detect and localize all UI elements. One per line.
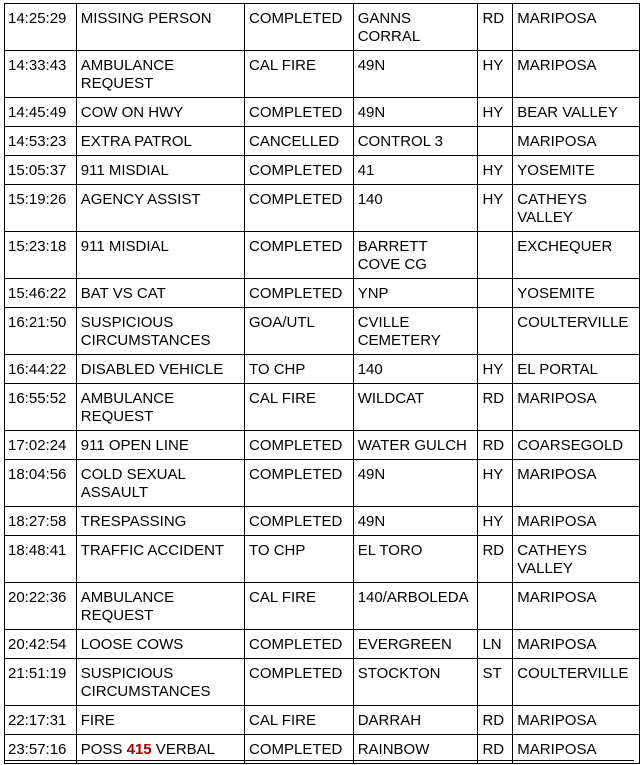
status-text: COMPLETED [249, 466, 343, 483]
street-suffix-cell [478, 51, 513, 98]
city-cell [513, 127, 640, 156]
time-cell [5, 536, 77, 583]
location-line: 41 [357, 162, 375, 179]
status-cell [245, 630, 354, 659]
type-line: FIRE [80, 712, 115, 729]
call-type-cell [76, 98, 244, 127]
suffix-text: RD [482, 712, 505, 729]
call-type-cell [76, 460, 244, 507]
call-log-table [4, 3, 640, 764]
type-line: ASSAULT [80, 484, 148, 501]
city-line: MARIPOSA [517, 390, 597, 407]
city-cell [513, 536, 640, 583]
time-cell [5, 706, 77, 735]
city-line: VALLEY [517, 209, 573, 226]
city-line: COULTERVILLE [517, 314, 629, 331]
city-cell [513, 232, 640, 279]
status-cell [245, 706, 354, 735]
status-cell [245, 536, 354, 583]
status-cell [245, 583, 354, 630]
street-suffix-cell [478, 98, 513, 127]
type-line: TRAFFIC ACCIDENT [80, 542, 225, 559]
city-cell [513, 659, 640, 706]
type-line: BAT VS CAT [80, 285, 166, 302]
call-type-cell [76, 279, 244, 308]
type-line: CIRCUMSTANCES [80, 683, 211, 700]
table-row [5, 630, 640, 659]
table-row [5, 536, 640, 583]
city-cell [513, 279, 640, 308]
table-row [5, 185, 640, 232]
suffix-text: HY [482, 513, 504, 530]
type-line: MISSING PERSON [80, 10, 212, 27]
status-text: CAL FIRE [249, 589, 316, 606]
city-cell [513, 4, 640, 51]
table-row [5, 232, 640, 279]
location-cell [353, 706, 478, 735]
time-text: 16:21:50 [8, 314, 67, 331]
street-suffix-cell [478, 384, 513, 431]
table-row [5, 431, 640, 460]
status-text: COMPLETED [249, 513, 343, 530]
status-text: COMPLETED [249, 10, 343, 27]
location-line: 49N [357, 104, 386, 121]
type-line: CIRCUMSTANCES [80, 332, 211, 349]
street-suffix-cell [478, 460, 513, 507]
time-cell [5, 308, 77, 355]
city-cell [513, 308, 640, 355]
call-type-cell [76, 4, 244, 51]
suffix-text: HY [482, 191, 504, 208]
call-type-cell [76, 706, 244, 735]
table-row [5, 507, 640, 536]
type-line: EXTRA PATROL [80, 133, 192, 150]
city-line: YOSEMITE [517, 162, 595, 179]
status-cell [245, 51, 354, 98]
time-cell [5, 583, 77, 630]
table-row [5, 4, 640, 51]
time-cell [5, 4, 77, 51]
suffix-text: RD [482, 542, 505, 559]
suffix-text: RD [482, 10, 505, 27]
time-text: 22:17:31 [8, 712, 67, 729]
table-row [5, 659, 640, 706]
status-cell [245, 384, 354, 431]
suffix-text: LN [482, 636, 502, 653]
type-line: REQUEST [80, 607, 154, 624]
location-line: 49N [357, 513, 386, 530]
table-row [5, 706, 640, 735]
city-line: MARIPOSA [517, 466, 597, 483]
location-cell [353, 507, 478, 536]
table-row [5, 51, 640, 98]
type-line: 911 OPEN LINE [80, 437, 189, 454]
suffix-text: HY [482, 361, 504, 378]
table-row [5, 460, 640, 507]
status-cell [245, 355, 354, 384]
location-cell [353, 583, 478, 630]
penal-code-highlight: 415 [126, 741, 152, 758]
city-line: CATHEYS [517, 191, 587, 208]
call-type-cell [76, 51, 244, 98]
time-text: 15:46:22 [8, 285, 67, 302]
type-line: 911 MISDIAL [80, 162, 169, 179]
location-cell [353, 279, 478, 308]
status-text: COMPLETED [249, 162, 343, 179]
type-line: LOOSE COWS [80, 636, 184, 653]
location-cell [353, 536, 478, 583]
city-cell [513, 156, 640, 185]
city-line: YOSEMITE [517, 285, 595, 302]
status-text: COMPLETED [249, 238, 343, 255]
city-cell [513, 706, 640, 735]
location-line: EL TORO [357, 542, 423, 559]
call-type-cell [76, 308, 244, 355]
table-row [5, 98, 640, 127]
city-cell [513, 51, 640, 98]
time-cell [5, 507, 77, 536]
street-suffix-cell [478, 583, 513, 630]
time-text: 17:02:24 [8, 437, 67, 454]
time-cell [5, 156, 77, 185]
time-cell [5, 460, 77, 507]
time-cell [5, 431, 77, 460]
location-line: EVERGREEN [357, 636, 452, 653]
time-cell [5, 384, 77, 431]
status-text: COMPLETED [249, 437, 343, 454]
status-text: CAL FIRE [249, 57, 316, 74]
city-line: MARIPOSA [517, 589, 597, 606]
time-text: 16:44:22 [8, 361, 67, 378]
status-cell [245, 185, 354, 232]
location-line: 49N [357, 57, 386, 74]
type-line: TRESPASSING [80, 513, 187, 530]
location-line: 140 [357, 191, 383, 208]
table-row [5, 355, 640, 384]
call-type-cell [76, 156, 244, 185]
city-line: BEAR VALLEY [517, 104, 618, 121]
call-type-cell [76, 536, 244, 583]
location-line: 140 [357, 361, 383, 378]
city-cell [513, 355, 640, 384]
status-cell [245, 98, 354, 127]
status-text: COMPLETED [249, 104, 343, 121]
location-line: CONTROL 3 [357, 133, 443, 150]
location-line: RAINBOW [357, 741, 430, 758]
type-line: AMBULANCE [80, 589, 175, 606]
call-type-cell [76, 232, 244, 279]
type-line: SUSPICIOUS [80, 665, 174, 682]
location-line: YNP [357, 285, 389, 302]
location-cell [353, 460, 478, 507]
call-type-cell [76, 507, 244, 536]
street-suffix-cell [478, 156, 513, 185]
status-text: CAL FIRE [249, 390, 316, 407]
street-suffix-cell [478, 308, 513, 355]
street-suffix-cell [478, 127, 513, 156]
time-text: 18:27:58 [8, 513, 67, 530]
time-cell [5, 127, 77, 156]
location-cell [353, 630, 478, 659]
location-line: COVE CG [357, 256, 427, 273]
status-cell [245, 431, 354, 460]
suffix-text: HY [482, 57, 504, 74]
status-cell [245, 127, 354, 156]
time-cell [5, 232, 77, 279]
location-line: DARRAH [357, 712, 422, 729]
city-line: COARSEGOLD [517, 437, 624, 454]
time-cell [5, 630, 77, 659]
street-suffix-cell [478, 279, 513, 308]
type-line: SUSPICIOUS [80, 314, 174, 331]
time-text: 21:51:19 [8, 665, 67, 682]
location-cell [353, 98, 478, 127]
status-text: COMPLETED [249, 665, 343, 682]
type-text-part: VERBAL [151, 741, 216, 758]
location-cell [353, 156, 478, 185]
city-line: VALLEY [517, 560, 573, 577]
suffix-text: RD [482, 390, 505, 407]
city-cell [513, 460, 640, 507]
time-text: 15:23:18 [8, 238, 67, 255]
time-text: 14:25:29 [8, 10, 67, 27]
location-line: BARRETT [357, 238, 428, 255]
time-text: 23:57:16 [8, 741, 67, 758]
street-suffix-cell [478, 355, 513, 384]
status-text: COMPLETED [249, 741, 343, 758]
location-cell [353, 659, 478, 706]
status-text: CAL FIRE [249, 712, 316, 729]
table-row [5, 279, 640, 308]
type-line: DISABLED VEHICLE [80, 361, 224, 378]
location-line: CEMETERY [357, 332, 441, 349]
page-divider [4, 760, 634, 761]
time-text: 14:33:43 [8, 57, 67, 74]
time-cell [5, 98, 77, 127]
call-type-cell [76, 384, 244, 431]
time-text: 20:22:36 [8, 589, 67, 606]
location-cell [353, 431, 478, 460]
suffix-text: HY [482, 104, 504, 121]
time-text: 16:55:52 [8, 390, 67, 407]
type-line: COW ON HWY [80, 104, 184, 121]
location-line: WILDCAT [357, 390, 425, 407]
status-cell [245, 308, 354, 355]
table-row [5, 384, 640, 431]
city-line: EL PORTAL [517, 361, 598, 378]
table-row [5, 308, 640, 355]
street-suffix-cell [478, 507, 513, 536]
time-cell [5, 279, 77, 308]
city-line: MARIPOSA [517, 57, 597, 74]
street-suffix-cell [478, 706, 513, 735]
location-cell [353, 4, 478, 51]
time-cell [5, 51, 77, 98]
time-text: 20:42:54 [8, 636, 67, 653]
location-cell [353, 185, 478, 232]
status-text: TO CHP [249, 542, 306, 559]
time-text: 14:53:23 [8, 133, 67, 150]
type-line: REQUEST [80, 75, 154, 92]
time-cell [5, 659, 77, 706]
suffix-text: ST [482, 665, 502, 682]
time-cell [5, 355, 77, 384]
location-line: GANNS [357, 10, 412, 27]
suffix-text: RD [482, 437, 505, 454]
type-line: AGENCY ASSIST [80, 191, 201, 208]
city-cell [513, 384, 640, 431]
city-line: CATHEYS [517, 542, 587, 559]
call-type-cell [76, 127, 244, 156]
type-line [81, 741, 240, 759]
status-text: CANCELLED [249, 133, 340, 150]
location-line: 49N [357, 466, 386, 483]
street-suffix-cell [478, 630, 513, 659]
call-type-cell [76, 659, 244, 706]
location-cell [353, 355, 478, 384]
city-line: MARIPOSA [517, 513, 597, 530]
city-line: MARIPOSA [517, 133, 597, 150]
call-log-body [5, 4, 640, 764]
city-line: MARIPOSA [517, 712, 597, 729]
city-cell [513, 185, 640, 232]
city-line: EXCHEQUER [517, 238, 613, 255]
call-type-cell [76, 185, 244, 232]
call-type-cell [76, 583, 244, 630]
table-row [5, 156, 640, 185]
street-suffix-cell [478, 536, 513, 583]
time-text: 15:05:37 [8, 162, 67, 179]
status-text: COMPLETED [249, 636, 343, 653]
status-cell [245, 156, 354, 185]
location-line: 140/ARBOLEDA [357, 589, 469, 606]
location-cell [353, 384, 478, 431]
location-line: CVILLE [357, 314, 410, 331]
status-text: COMPLETED [249, 191, 343, 208]
time-cell [5, 185, 77, 232]
street-suffix-cell [478, 232, 513, 279]
suffix-text: HY [482, 466, 504, 483]
call-type-cell [76, 630, 244, 659]
city-line: MARIPOSA [517, 636, 597, 653]
status-cell [245, 4, 354, 51]
time-text: 18:04:56 [8, 466, 67, 483]
location-cell [353, 308, 478, 355]
city-line: MARIPOSA [517, 741, 597, 758]
type-line: COLD SEXUAL [80, 466, 186, 483]
city-cell [513, 507, 640, 536]
suffix-text: HY [482, 162, 504, 179]
location-line: CORRAL [357, 28, 421, 45]
status-text: GOA/UTL [249, 314, 315, 331]
time-text: 14:45:49 [8, 104, 67, 121]
time-text: 15:19:26 [8, 191, 67, 208]
location-cell [353, 51, 478, 98]
call-type-cell [76, 431, 244, 460]
type-text-part: POSS [80, 741, 127, 758]
location-line: STOCKTON [357, 665, 441, 682]
status-cell [245, 232, 354, 279]
city-cell [513, 630, 640, 659]
city-line: COULTERVILLE [517, 665, 629, 682]
location-line: WATER GULCH [357, 437, 467, 454]
suffix-text: RD [482, 741, 505, 758]
location-cell [353, 232, 478, 279]
street-suffix-cell [478, 185, 513, 232]
time-text: 18:48:41 [8, 542, 67, 559]
type-line: AMBULANCE [80, 390, 175, 407]
status-cell [245, 659, 354, 706]
city-cell [513, 98, 640, 127]
table-row [5, 127, 640, 156]
call-type-cell [76, 355, 244, 384]
city-cell [513, 431, 640, 460]
street-suffix-cell [478, 4, 513, 51]
table-row [5, 583, 640, 630]
status-cell [245, 507, 354, 536]
street-suffix-cell [478, 659, 513, 706]
city-line: MARIPOSA [517, 10, 597, 27]
status-text: COMPLETED [249, 285, 343, 302]
type-line: 911 MISDIAL [80, 238, 169, 255]
status-cell [245, 279, 354, 308]
status-cell [245, 460, 354, 507]
type-line: REQUEST [80, 408, 154, 425]
status-text: TO CHP [249, 361, 306, 378]
location-cell [353, 127, 478, 156]
city-cell [513, 583, 640, 630]
type-line: AMBULANCE [80, 57, 175, 74]
street-suffix-cell [478, 431, 513, 460]
